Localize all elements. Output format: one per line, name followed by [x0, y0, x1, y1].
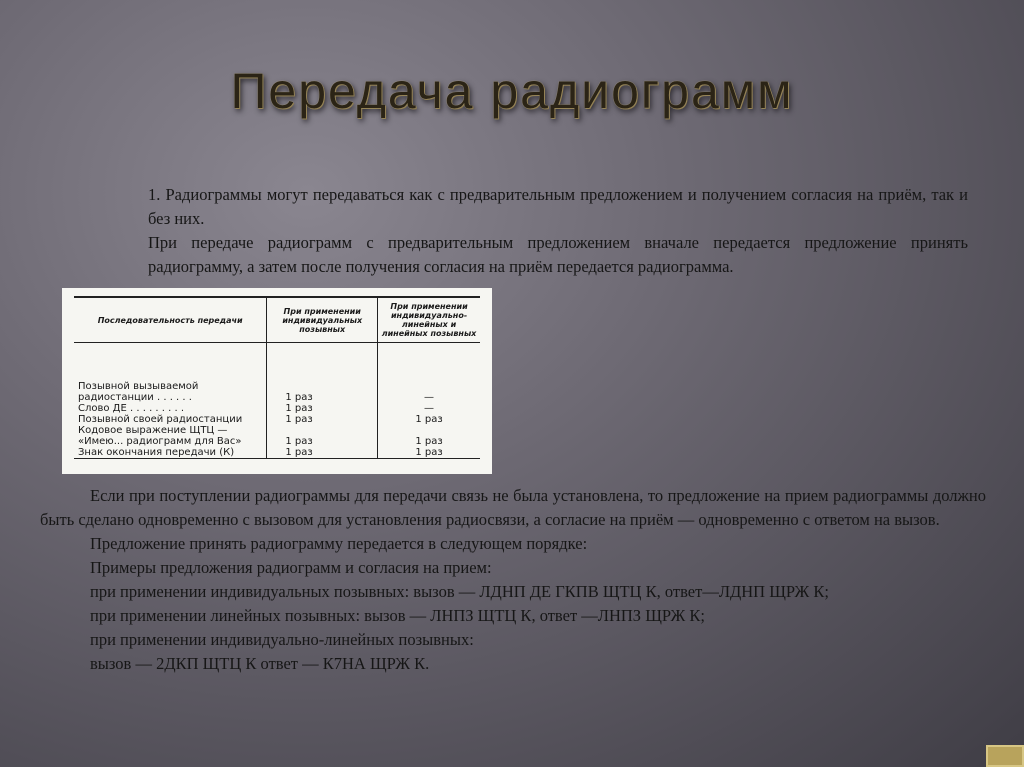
table-cell: Позывной своей радиостанции — [78, 414, 243, 425]
intro-line-1: 1. Радиограммы могут передаваться как с предварительным предложением и получением согласия на приём, так и без них. — [148, 185, 968, 228]
details-line-2: Предложение принять радиограмму передается в следующем порядке: — [90, 534, 588, 553]
table-cell: — — [378, 343, 480, 404]
table-header-individual: При применении индивидуальных позывных — [267, 297, 378, 343]
table-cell: 1 раз — [267, 414, 378, 425]
details-paragraph — [40, 484, 986, 676]
table-cell: 1 раз — [267, 436, 378, 447]
transmission-sequence-table — [62, 288, 492, 474]
details-line-3: Примеры предложения радиограмм и согласия на прием: — [90, 558, 492, 577]
table-cell: 1 раз — [378, 414, 480, 425]
table-cell — [267, 425, 378, 436]
table-cell: 1 раз — [378, 447, 480, 459]
details-line-5: при применении линейных позывных: вызов — ЛНПЗ ЩТЦ К, ответ —ЛНПЗ ЩРЖ К; — [90, 606, 705, 625]
details-line-4: при применении индивидуальных позывных: вызов — ЛДНП ДЕ ГКПВ ЩТЦ К, ответ—ЛДНП ЩРЖ К; — [90, 582, 829, 601]
table-cell: Знак окончания передачи (К) — [74, 447, 267, 459]
slide-title: Передача радиограмм — [230, 63, 794, 119]
table-header-linear: При применении индивидуально-линейных и линейных позывных — [378, 297, 480, 343]
table-cell: Кодовое выражение ЩТЦ — — [78, 425, 228, 436]
details-line-6: при применении индивидуально-линейных позывных: — [90, 630, 474, 649]
table-header-sequence: Последовательность передачи — [74, 297, 267, 343]
intro-line-2: При передаче радиограмм с предварительным предложением вначале передается предложение принять радиограмму, а затем после получения согласия на приём передается радиограмма. — [148, 233, 968, 276]
table-cell: Позывной вызываемой радиостанции . . . . . . — [78, 381, 199, 403]
table-cell: 1 раз — [267, 343, 378, 404]
table-cell: 1 раз — [267, 447, 378, 459]
details-line-1: Если при поступлении радиограммы для передачи связь не была установлена, то предложение на прием радиограммы должно быть сделано одновременно с вызовом для установления радиосвязи, а согласие на приём — одновременно с ответом на вызов. — [40, 486, 986, 529]
details-line-7: вызов — 2ДКП ЩТЦ К ответ — К7НА ЩРЖ К. — [90, 654, 430, 673]
table-cell: 1 раз — [378, 436, 480, 447]
table-cell: — — [378, 403, 480, 414]
slide-corner-accent — [986, 745, 1024, 767]
table-cell: «Имею... радиограмм для Вас» — [78, 436, 242, 447]
table-cell: 1 раз — [267, 403, 378, 414]
table-cell — [378, 425, 480, 436]
intro-paragraph — [118, 183, 968, 279]
table-cell: Слово ДЕ . . . . . . . . . — [78, 403, 185, 414]
